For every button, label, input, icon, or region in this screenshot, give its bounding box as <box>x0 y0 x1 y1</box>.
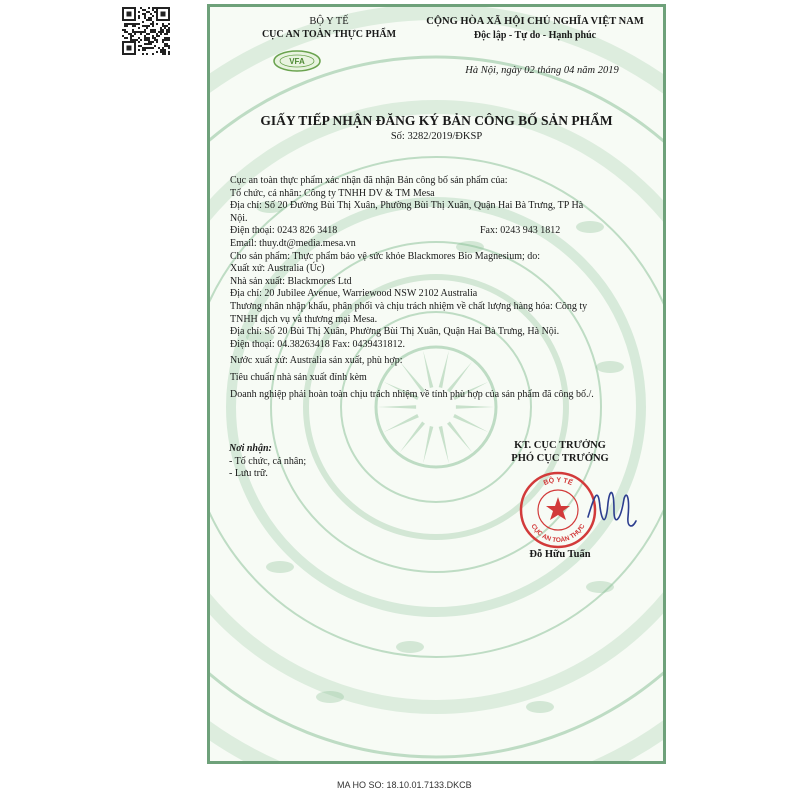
email-line: Email: thuy.dt@media.mesa.vn <box>230 237 356 249</box>
seal-top-text: BỘ Y TẾ <box>542 476 574 488</box>
ministry-name: BỘ Y TẾ <box>309 16 349 27</box>
origin-line: Xuất xứ: Australia (Úc) <box>230 263 325 275</box>
signer-role-line-2: PHÓ CỤC TRƯỞNG <box>511 452 609 464</box>
responsibility-line: Doanh nghiệp phải hoàn toàn chịu trách nhiệm về tính phù hợp của sản phẩm đã công bố./. <box>230 388 594 400</box>
export-country-line: Nước xuất xứ: Australia sản xuất, phù hợp: <box>230 355 403 367</box>
qr-code <box>120 5 172 57</box>
star-emblem-icon <box>546 497 570 520</box>
document-number: Số: 3282/2019/ĐKSP <box>390 131 483 142</box>
vfa-logo <box>272 49 322 73</box>
recipient-item: - Lưu trữ. <box>229 468 268 479</box>
signer-role <box>480 440 640 465</box>
national-motto: Độc lập - Tự do - Hạnh phúc <box>473 30 597 41</box>
phone-fax-row <box>230 225 660 238</box>
recipients-block <box>229 443 306 481</box>
document-body <box>230 175 660 401</box>
standard-line: Tiêu chuẩn nhà sản xuất đính kèm <box>230 371 367 383</box>
signer-role-line-1: KT. CỤC TRƯỞNG <box>514 440 606 451</box>
importer-address-line: Địa chỉ: Số 20 Bùi Thị Xuân, Phường Bùi Thị Xuân, Quận Hai Bà Trưng, Hà Nội. <box>230 326 560 338</box>
ministry-header <box>244 15 414 41</box>
phone-line: Điện thoại: 0243 826 3418 <box>230 225 338 237</box>
nation-name: CỘNG HÒA XÃ HỘI CHỦ NGHĨA VIỆT NAM <box>426 16 644 27</box>
certificate-document <box>207 4 666 764</box>
importer-phone-line: Điện thoại: 04.38263418 Fax: 0439431812. <box>230 338 405 350</box>
handwritten-signature <box>580 477 640 537</box>
organization-line: Tổ chức, cá nhân: Công ty TNHH DV & TM Mesa <box>230 187 435 199</box>
document-title: GIẤY TIẾP NHẬN ĐĂNG KÝ BẢN CÔNG BỐ SẢN PHẨM <box>260 113 613 128</box>
agency-name: CỤC AN TOÀN THỰC PHẨM <box>261 29 397 40</box>
intro-line: Cục an toàn thực phẩm xác nhận đã nhận Bản công bố sản phẩm của: <box>230 175 508 186</box>
importer-line-1: Thương nhân nhập khẩu, phân phối và chịu trách nhiệm về chất lượng hàng hóa: Công ty <box>230 300 588 312</box>
fax-line: Fax: 0243 943 1812 <box>480 225 561 237</box>
svg-text:BỘ Y TẾ <box>543 475 575 487</box>
importer-line-2: TNHH dịch vụ và thương mại Mesa. <box>230 313 378 325</box>
recipients-heading: Nơi nhận: <box>229 443 272 454</box>
product-line: Cho sản phẩm: Thực phẩm bảo vệ sức khỏe Blackmores Bio Magnesium; do: <box>230 250 541 262</box>
manufacturer-address-line: Địa chỉ: 20 Jubilee Avenue, Warriewood NSW 2102 Australia <box>230 288 478 300</box>
seal-bottom-text: CỤC AN TOÀN THỰC <box>529 523 587 545</box>
address-line-1: Địa chỉ: Số 20 Đường Bùi Thị Xuân, Phường Bùi Thị Xuân, Quận Hai Bà Trưng, TP Hà <box>230 200 584 212</box>
file-code: MA HO SO: 18.10.01.7133.DKCB <box>337 780 472 790</box>
address-line-2: Nội. <box>230 212 248 224</box>
issue-date: Hà Nội, ngày 02 tháng 04 năm 2019 <box>465 65 619 76</box>
nation-header <box>420 15 650 43</box>
signer-name: Đỗ Hữu Tuấn <box>529 549 591 560</box>
vfa-logo-text: VFA <box>289 57 305 66</box>
manufacturer-line: Nhà sản xuất: Blackmores Ltd <box>230 275 352 287</box>
recipient-item: - Tổ chức, cá nhân; <box>229 455 307 467</box>
